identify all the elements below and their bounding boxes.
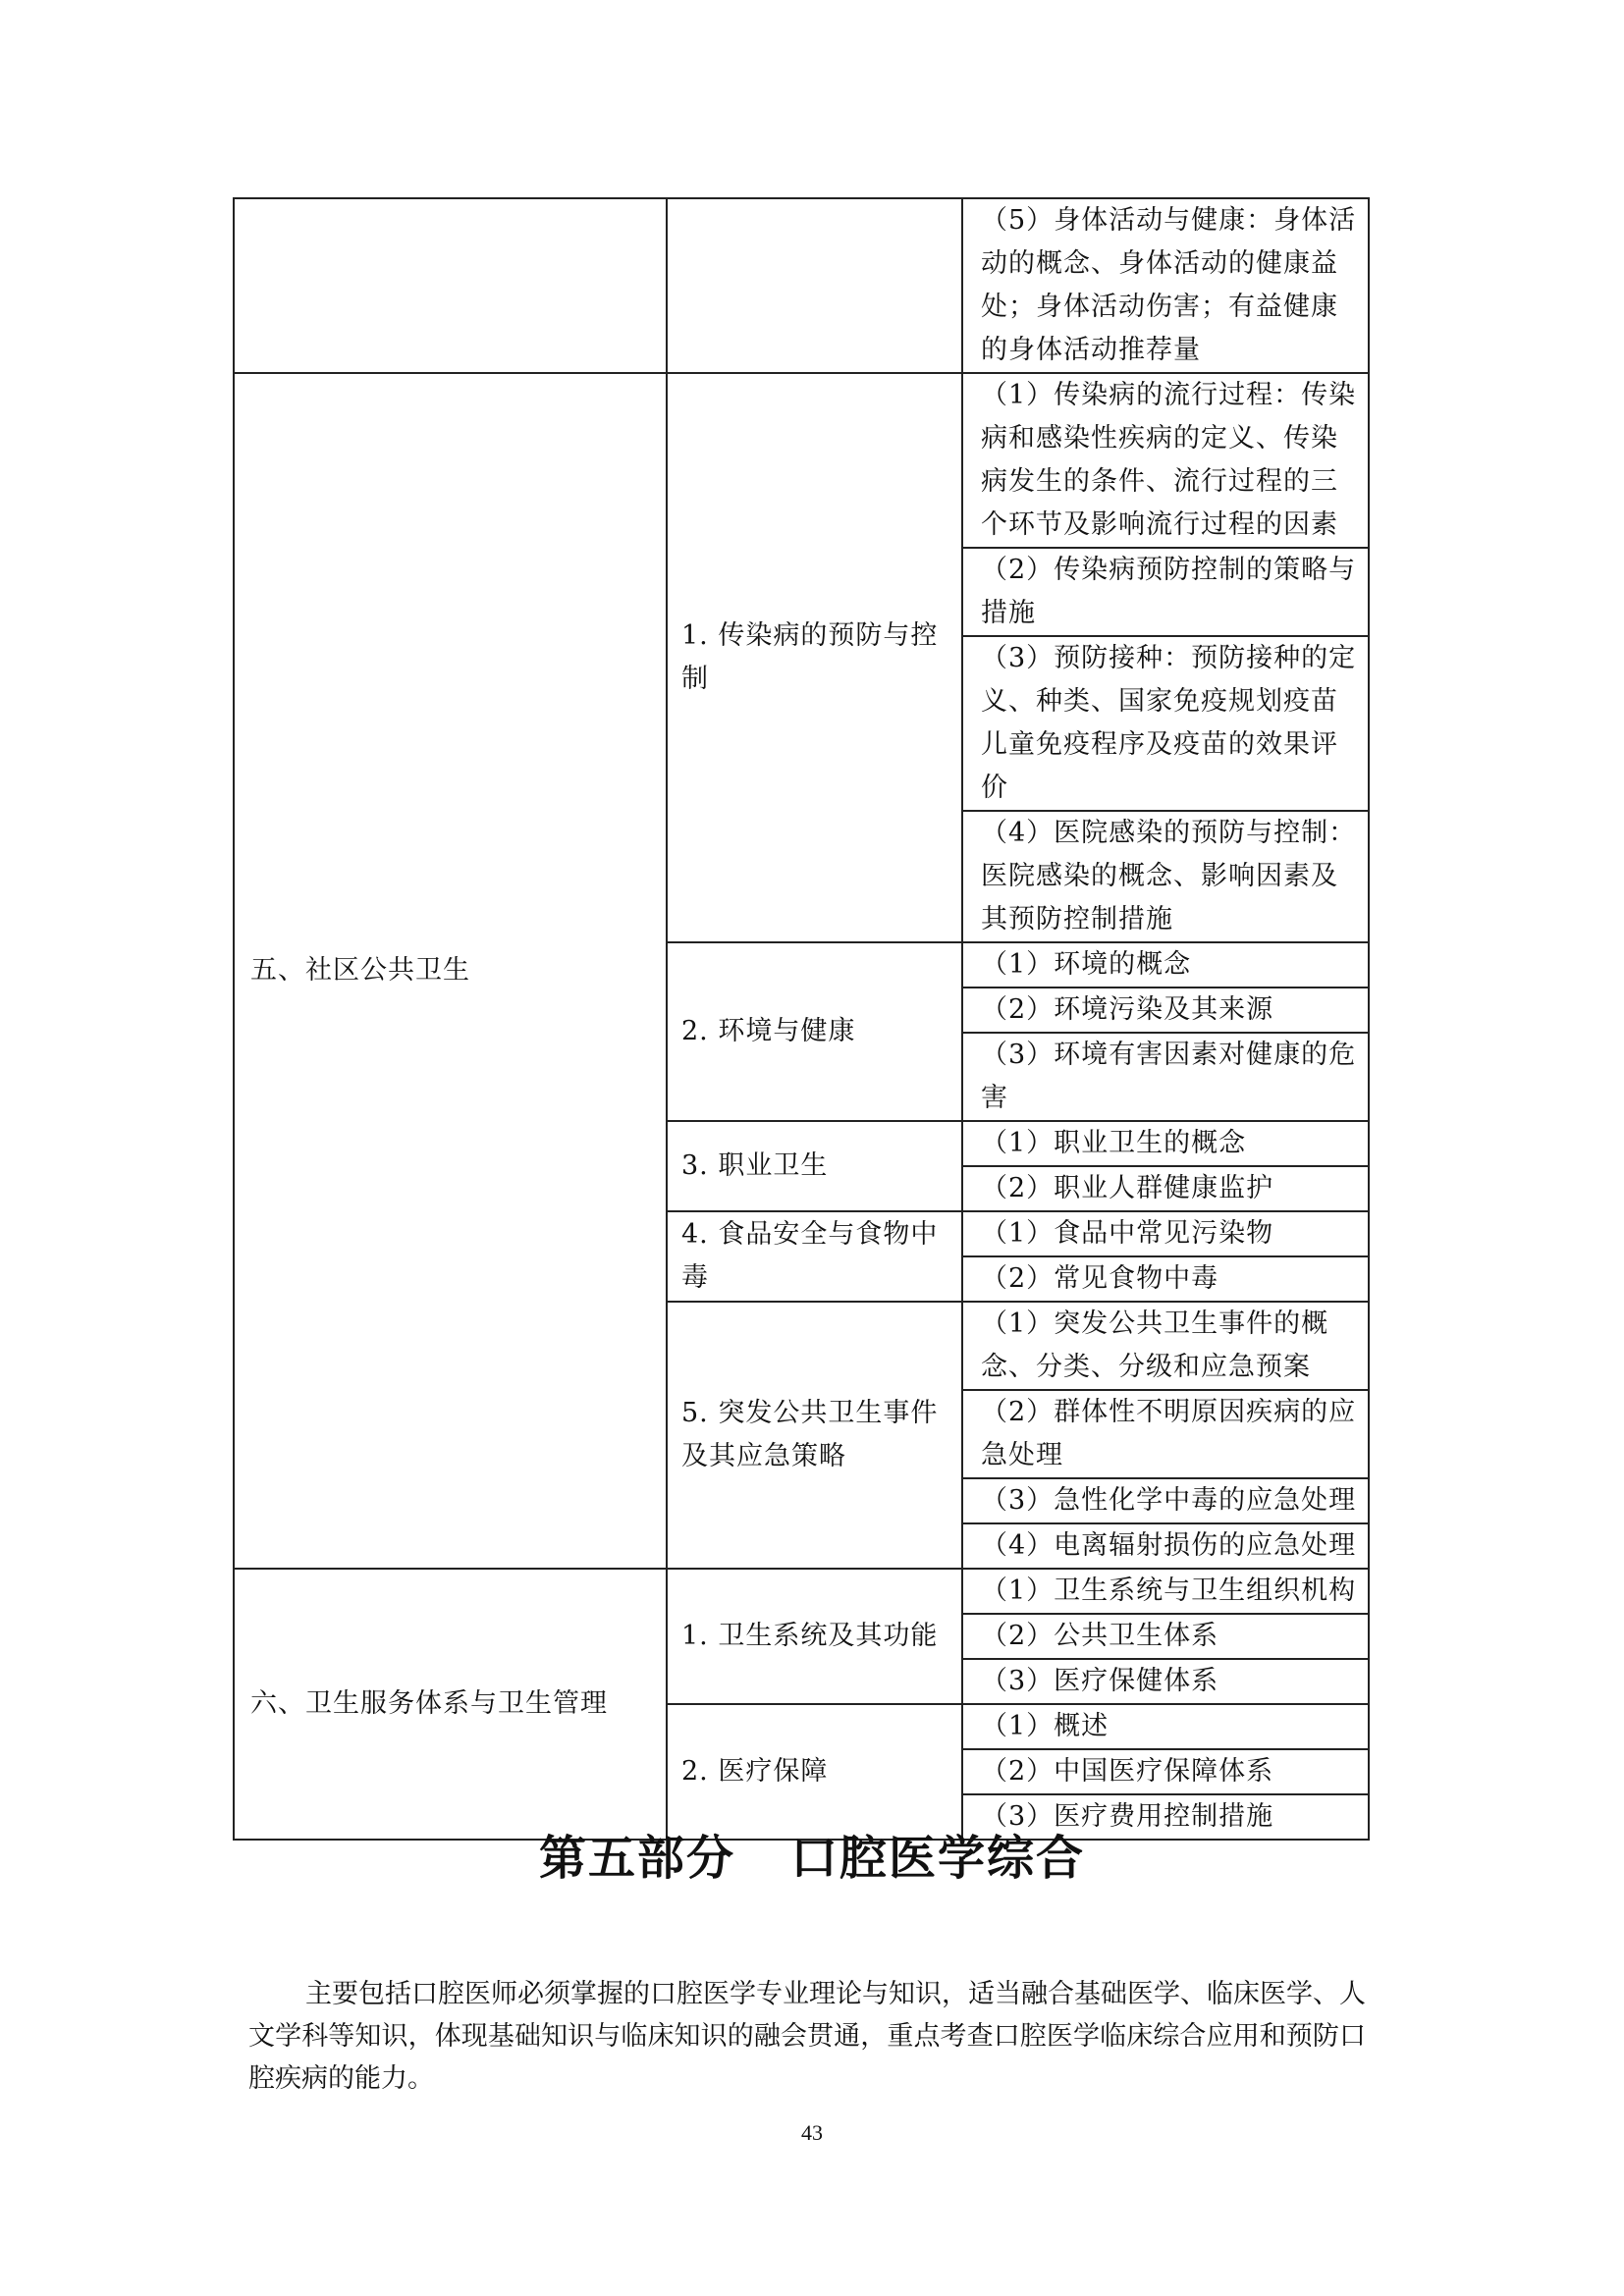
unit-cell: 2. 环境与健康 — [667, 942, 962, 1121]
unit-cell: 2. 医疗保障 — [667, 1704, 962, 1840]
item-cell: （1）概述 — [962, 1704, 1369, 1749]
item-cell: （1）卫生系统与卫生组织机构 — [962, 1569, 1369, 1614]
item-cell: （1）职业卫生的概念 — [962, 1121, 1369, 1166]
item-cell: （1）食品中常见污染物 — [962, 1211, 1369, 1256]
section-cell: 五、社区公共卫生 — [234, 373, 667, 1569]
unit-cell: 3. 职业卫生 — [667, 1121, 962, 1211]
page-number: 43 — [801, 2120, 823, 2145]
item-cell: （2）传染病预防控制的策略与措施 — [962, 548, 1369, 636]
item-cell: （2）常见食物中毒 — [962, 1256, 1369, 1302]
unit-cell: 5. 突发公共卫生事件及其应急策略 — [667, 1302, 962, 1569]
item-cell: （3）预防接种：预防接种的定义、种类、国家免疫规划疫苗儿童免疫程序及疫苗的效果评价 — [962, 636, 1369, 811]
intro-paragraph: 主要包括口腔医师必须掌握的口腔医学专业理论与知识，适当融合基础医学、临床医学、人文学科等知识，体现基础知识与临床知识的融会贯通，重点考查口腔医学临床综合应用和预防口腔疾病的能力。 — [248, 1979, 1366, 2094]
section-cell: 六、卫生服务体系与卫生管理 — [234, 1569, 667, 1840]
unit-cell: 1. 卫生系统及其功能 — [667, 1569, 962, 1704]
item-cell: （1）环境的概念 — [962, 942, 1369, 988]
part-subject: 口腔医学综合 — [790, 1831, 1086, 1886]
item-cell: （3）医疗费用控制措施 — [962, 1794, 1369, 1840]
item-cell: （4）医院感染的预防与控制：医院感染的概念、影响因素及其预防控制措施 — [962, 811, 1369, 942]
item-cell: （2）公共卫生体系 — [962, 1614, 1369, 1659]
table-row — [234, 1569, 1369, 1614]
item-cell: （1）突发公共卫生事件的概念、分类、分级和应急预案 — [962, 1302, 1369, 1390]
item-cell: （1）传染病的流行过程：传染病和感染性疾病的定义、传染病发生的条件、流行过程的三个环节及影响流行过程的因素 — [962, 373, 1369, 548]
item-cell: （2）中国医疗保障体系 — [962, 1749, 1369, 1794]
item-cell: （4）电离辐射损伤的应急处理 — [962, 1523, 1369, 1569]
item-cell: （3）急性化学中毒的应急处理 — [962, 1478, 1369, 1523]
section-cell — [234, 198, 667, 373]
item-cell: （2）职业人群健康监护 — [962, 1166, 1369, 1211]
item-cell: （2）群体性不明原因疾病的应急处理 — [962, 1390, 1369, 1478]
unit-cell: 1. 传染病的预防与控制 — [667, 373, 962, 942]
item-cell: （5）身体活动与健康：身体活动的概念、身体活动的健康益处；身体活动伤害；有益健康的身体活动推荐量 — [962, 198, 1369, 373]
table-row — [234, 198, 1369, 373]
item-cell: （3）环境有害因素对健康的危害 — [962, 1033, 1369, 1121]
part-heading — [0, 1824, 1624, 1893]
syllabus-table — [233, 197, 1370, 1841]
item-cell: （3）医疗保健体系 — [962, 1659, 1369, 1704]
table-row — [234, 373, 1369, 548]
unit-cell — [667, 198, 962, 373]
unit-cell: 4. 食品安全与食物中毒 — [667, 1211, 962, 1302]
item-cell: （2）环境污染及其来源 — [962, 988, 1369, 1033]
part-number: 第五部分 — [538, 1831, 735, 1886]
